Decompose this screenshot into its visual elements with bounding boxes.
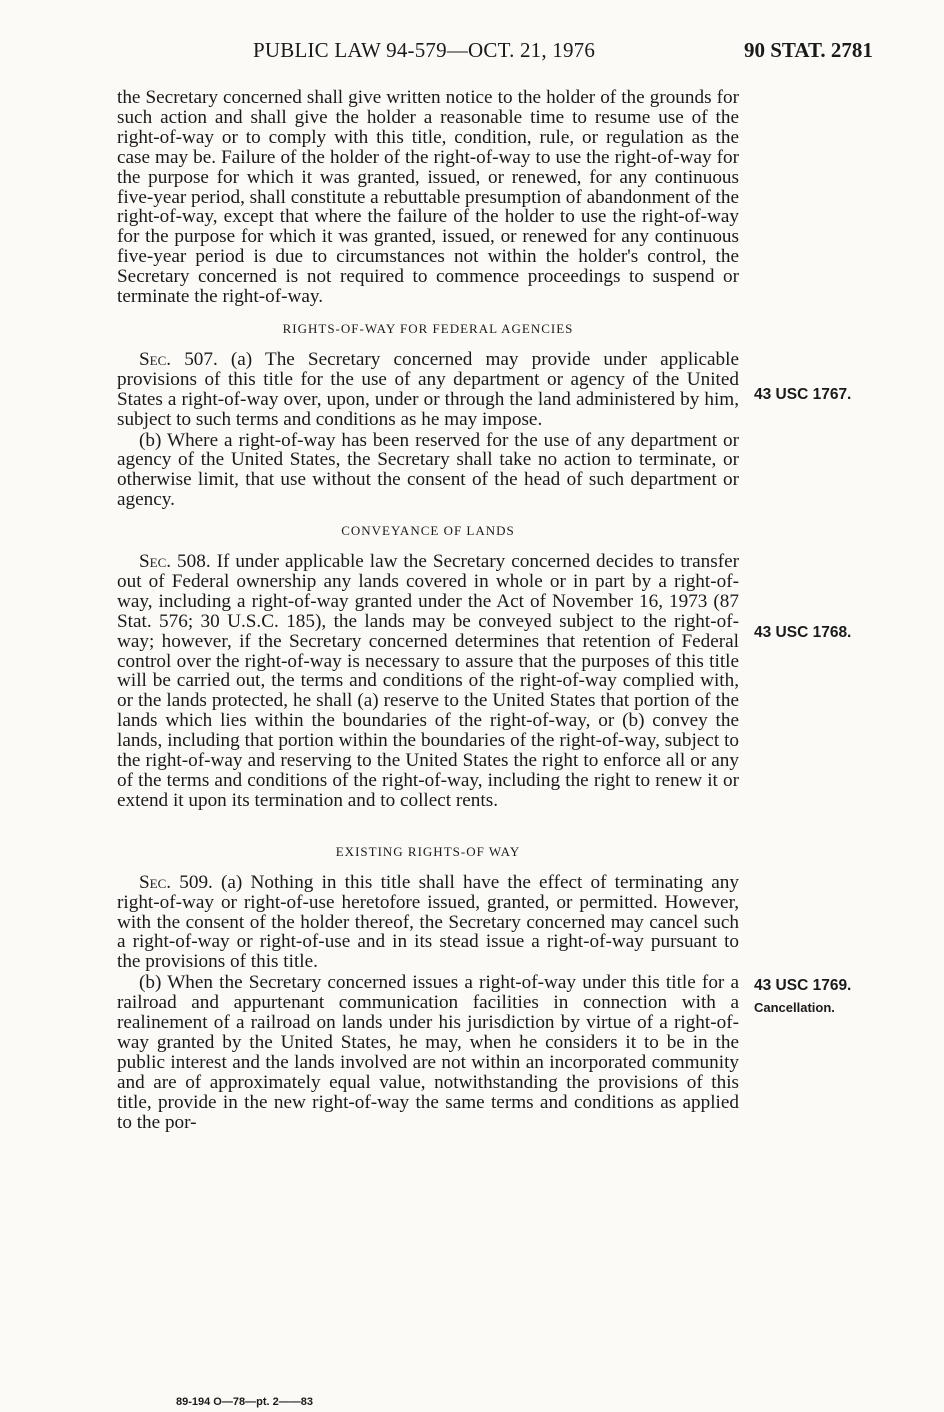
section-507-a bbox=[117, 350, 739, 430]
continuation-paragraph: the Secretary concerned shall give written notice to the holder of the grounds for such action and shall give the holder a reasonable time to resume use of the right-of-way or to comply with this title, condition, rule, or regulation as the case may be. Failure of the holder of the right-of-way to use the right-of-way for the purpose for which it was granted, issued, or renewed, for any continuous five-year period, shall constitute a rebuttable presumption of abandonment of the right-of-way, except that where the failure of the holder to use the right-of-way for the purpose for which it was granted, issued, or renewed for any continuous five-year period is due to circumstances not within the holder's control, the Secretary concerned is not required to commence proceedings to suspend or terminate the right-of-way. bbox=[117, 87, 739, 308]
running-header-title: PUBLIC LAW 94-579—OCT. 21, 1976 bbox=[253, 38, 596, 62]
margin-note-cancellation: Cancellation. bbox=[754, 1000, 835, 1015]
margin-note-1768: 43 USC 1768. bbox=[754, 624, 852, 641]
margin-note-1767: 43 USC 1767. bbox=[754, 386, 852, 403]
law-text-body bbox=[117, 88, 739, 1133]
print-code-footer: 89-194 O—78—pt. 2——83 bbox=[176, 1396, 313, 1408]
section-509-label: Sec. 509. bbox=[139, 871, 213, 893]
section-508-text: If under applicable law the Secretary concerned decides to transfer out of Federal ownership any lands covered in whole or in part by a right-of-way, including a right-of-way granted under the Act of November 16, 1973 (87 Stat. 576; 30 U.S.C. 185), the lands may be conveyed subject to the right-of-way; however, if the Secretary concerned determines that retention of Federal control over the right-of-way is necessary to assure that the purposes of this title will be carried out, the terms and conditions of the right-of-way complied with, or the lands protected, he shall (a) reserve to the United States that portion of the lands which lies within the boundaries of the right-of-way, or (b) convey the lands, including that portion within the boundaries of the right-of-way, subject to the right-of-way and reserving to the United States the right to enforce all or any of the terms and conditions of the right-of-way, including the right to renew it or extend it upon its termination and to collect rents. bbox=[117, 551, 739, 811]
margin-note-1769: 43 USC 1769. bbox=[754, 977, 852, 994]
section-507-b: (b) Where a right-of-way has been reserved for the use of any department or agency of the United States, the Secretary shall take no action to terminate, or otherwise limit, that use without the consent of the head of such department or agency. bbox=[117, 429, 739, 511]
section-508 bbox=[117, 552, 739, 811]
heading-federal-agencies: RIGHTS-OF-WAY FOR FEDERAL AGENCIES bbox=[282, 320, 574, 336]
heading-conveyance: CONVEYANCE OF LANDS bbox=[341, 523, 515, 539]
section-507-a-text: (a) The Secretary concerned may provide under applicable provisions of this title for the use of any department or agency of the United States a right-of-way over, upon, under or through the land administered by him, subject to such terms and conditions as he may impose. bbox=[117, 348, 739, 430]
section-507-label: Sec. 507. bbox=[139, 348, 218, 370]
section-509-a bbox=[117, 873, 739, 973]
heading-existing: EXISTING RIGHTS-OF WAY bbox=[335, 843, 521, 859]
section-509-a-text: (a) Nothing in this title shall have the effect of terminating any right-of-way or right-of-use heretofore issued, granted, or permitted. However, with the consent of the holder thereof, the Secretary concerned may cancel such a right-of-way or right-of-use and in its stead issue a right-of-way pursuant to the provisions of this title. bbox=[117, 871, 739, 973]
section-509-b: (b) When the Secretary concerned issues a right-of-way under this title for a railroad and appurtenant communication facilities in connection with a realinement of a railroad on lands under his jurisdiction by virtue of a right-of-way granted by the United States, he may, when he considers it to be in the public interest and the lands involved are not within an incorporated community and are of approximately equal value, notwithstanding the provisions of this title, provide in the new right-of-way the same terms and conditions as applied to the por- bbox=[117, 972, 739, 1133]
page-stat-number: 90 STAT. 2781 bbox=[744, 38, 873, 62]
section-508-label: Sec. 508. bbox=[139, 551, 211, 573]
